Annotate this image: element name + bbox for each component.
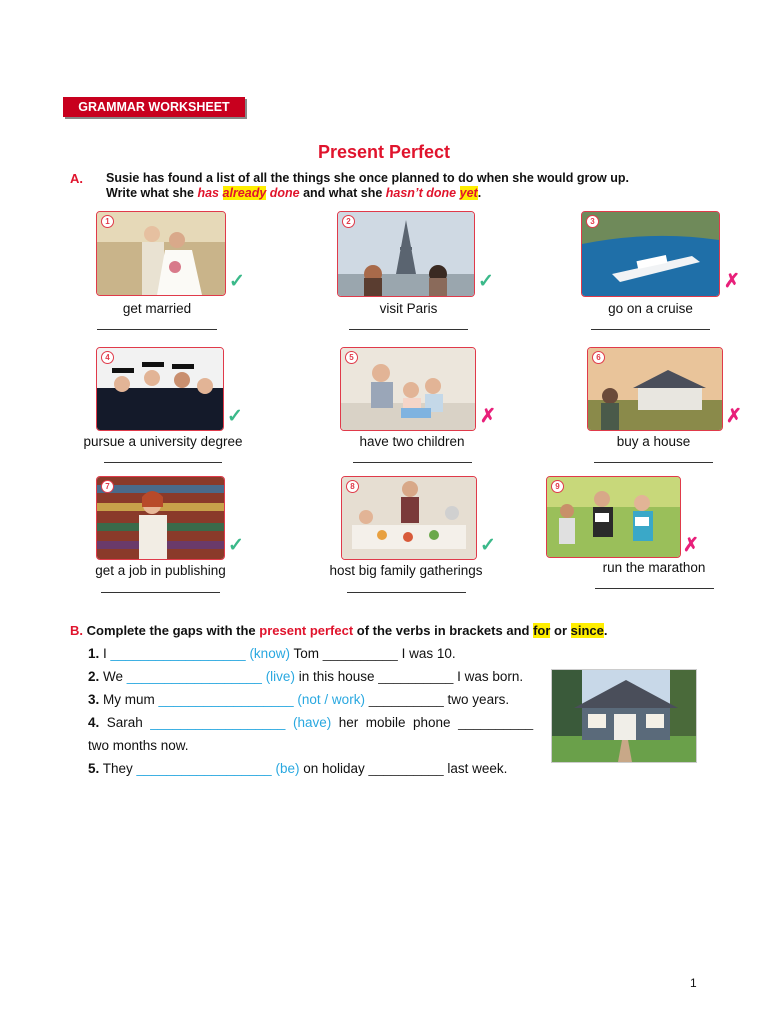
item-number-badge: 5 — [345, 351, 358, 364]
children-photo — [340, 347, 476, 431]
instr-yet: yet — [459, 186, 478, 200]
exercise-text: They — [99, 761, 137, 776]
cross-icon: ✗ — [683, 535, 699, 556]
answer-line — [101, 592, 220, 593]
cruise-photo — [581, 211, 720, 297]
for-since-blank[interactable]: __________ — [322, 646, 398, 661]
answer-line — [595, 588, 714, 589]
check-icon: ✓ — [478, 271, 494, 292]
item-caption: run the marathon — [602, 560, 706, 575]
instr-already: already — [222, 186, 267, 200]
verb-hint: (not / work) — [293, 692, 365, 707]
exercise-text: in this house — [294, 669, 379, 684]
exercise-text: her mobile phone — [331, 715, 459, 730]
house-illustration — [551, 669, 697, 763]
item-caption: pursue a university degree — [83, 434, 243, 449]
exercise-number: 4. — [88, 715, 100, 730]
item-number-badge: 3 — [586, 215, 599, 228]
answer-line — [104, 462, 222, 463]
verb-answer-blank[interactable]: __________________ — [126, 669, 262, 684]
family-gathering-photo — [341, 476, 477, 560]
exercise-text: I — [99, 646, 111, 661]
exercise-number: 1. — [88, 646, 100, 661]
exercise-text: Sarah — [99, 715, 151, 730]
instr-period: . — [477, 186, 482, 200]
answer-line — [591, 329, 710, 330]
verb-hint: (live) — [261, 669, 295, 684]
instr-since: since — [570, 623, 604, 638]
check-icon: ✓ — [227, 406, 243, 427]
worksheet-banner: GRAMMAR WORKSHEET — [63, 97, 245, 117]
instr-text: Write what she — [106, 186, 198, 200]
section-a-letter: A. — [70, 171, 83, 186]
verb-hint: (have) — [285, 715, 332, 730]
instr-hasnt-done: hasn’t done — [385, 186, 457, 200]
check-icon: ✓ — [229, 271, 245, 292]
publishing-photo — [96, 476, 225, 560]
item-number-badge: 7 — [101, 480, 114, 493]
for-since-blank[interactable]: __________ — [368, 761, 444, 776]
instr-text: of the verbs in brackets and — [353, 623, 534, 638]
cross-icon: ✗ — [480, 406, 496, 427]
answer-line — [594, 462, 713, 463]
item-caption: visit Paris — [379, 301, 438, 316]
answer-line — [353, 462, 472, 463]
item-caption: get married — [122, 301, 192, 316]
for-since-blank[interactable]: __________ — [458, 715, 534, 730]
house-photo — [587, 347, 723, 431]
item-number-badge: 9 — [551, 480, 564, 493]
item-caption: buy a house — [616, 434, 691, 449]
item-caption: have two children — [359, 434, 465, 449]
item-caption: host big family gatherings — [329, 563, 483, 578]
wedding-photo — [96, 211, 226, 296]
cross-icon: ✗ — [724, 271, 740, 292]
exercise-text: last week. — [443, 761, 508, 776]
item-number-badge: 6 — [592, 351, 605, 364]
exercise-text: Tom — [289, 646, 323, 661]
page-title: Present Perfect — [317, 142, 451, 162]
instr-space — [219, 186, 222, 200]
exercise-number: 5. — [88, 761, 100, 776]
verb-answer-blank[interactable]: __________________ — [136, 761, 272, 776]
verb-hint: (know) — [245, 646, 290, 661]
marathon-photo — [546, 476, 681, 558]
instr-for: for — [533, 623, 551, 638]
instr-period: . — [603, 623, 608, 638]
answer-line — [349, 329, 468, 330]
exercise-text: two years. — [443, 692, 510, 707]
exercise-number: 2. — [88, 669, 100, 684]
verb-answer-blank[interactable]: __________________ — [110, 646, 246, 661]
item-number-badge: 8 — [346, 480, 359, 493]
exercise-number: 3. — [88, 692, 100, 707]
instr-present-perfect: present perfect — [259, 623, 354, 638]
item-number-badge: 2 — [342, 215, 355, 228]
instr-done: done — [269, 186, 300, 200]
exercise-text: My mum — [99, 692, 159, 707]
exercise-item — [88, 715, 533, 730]
answer-line — [97, 329, 217, 330]
section-a-instruction-line2 — [106, 186, 481, 200]
exercise-item — [88, 761, 507, 776]
exercise-item — [88, 669, 523, 684]
verb-answer-blank[interactable]: __________________ — [158, 692, 294, 707]
section-b-instruction — [70, 623, 608, 638]
check-icon: ✓ — [480, 535, 496, 556]
page-number: 1 — [690, 976, 697, 990]
answer-line — [347, 592, 466, 593]
exercise-text: I was 10. — [397, 646, 456, 661]
section-b-letter: B. — [70, 623, 83, 638]
check-icon: ✓ — [228, 535, 244, 556]
paris-photo — [337, 211, 475, 297]
item-caption: go on a cruise — [608, 301, 693, 316]
exercise-item — [88, 692, 509, 707]
instr-has: has — [197, 186, 220, 200]
instr-text: Complete the gaps with the — [83, 623, 260, 638]
exercise-item — [88, 646, 456, 661]
section-a-instruction-line1: Susie has found a list of all the things she once planned to do when she would grow up. — [106, 171, 629, 185]
exercise-text: I was born. — [453, 669, 524, 684]
exercise-text: We — [99, 669, 127, 684]
item-number-badge: 1 — [101, 215, 114, 228]
instr-text: or — [550, 623, 571, 638]
verb-answer-blank[interactable]: __________________ — [150, 715, 286, 730]
graduation-photo — [96, 347, 224, 431]
instr-text: and what she — [299, 186, 386, 200]
verb-hint: (be) — [271, 761, 300, 776]
cross-icon: ✗ — [726, 406, 742, 427]
item-number-badge: 4 — [101, 351, 114, 364]
for-since-blank[interactable]: __________ — [368, 692, 444, 707]
for-since-blank[interactable]: __________ — [378, 669, 454, 684]
exercise-continuation: two months now. — [88, 738, 189, 753]
item-caption: get a job in publishing — [95, 563, 226, 578]
exercise-text: on holiday — [299, 761, 369, 776]
